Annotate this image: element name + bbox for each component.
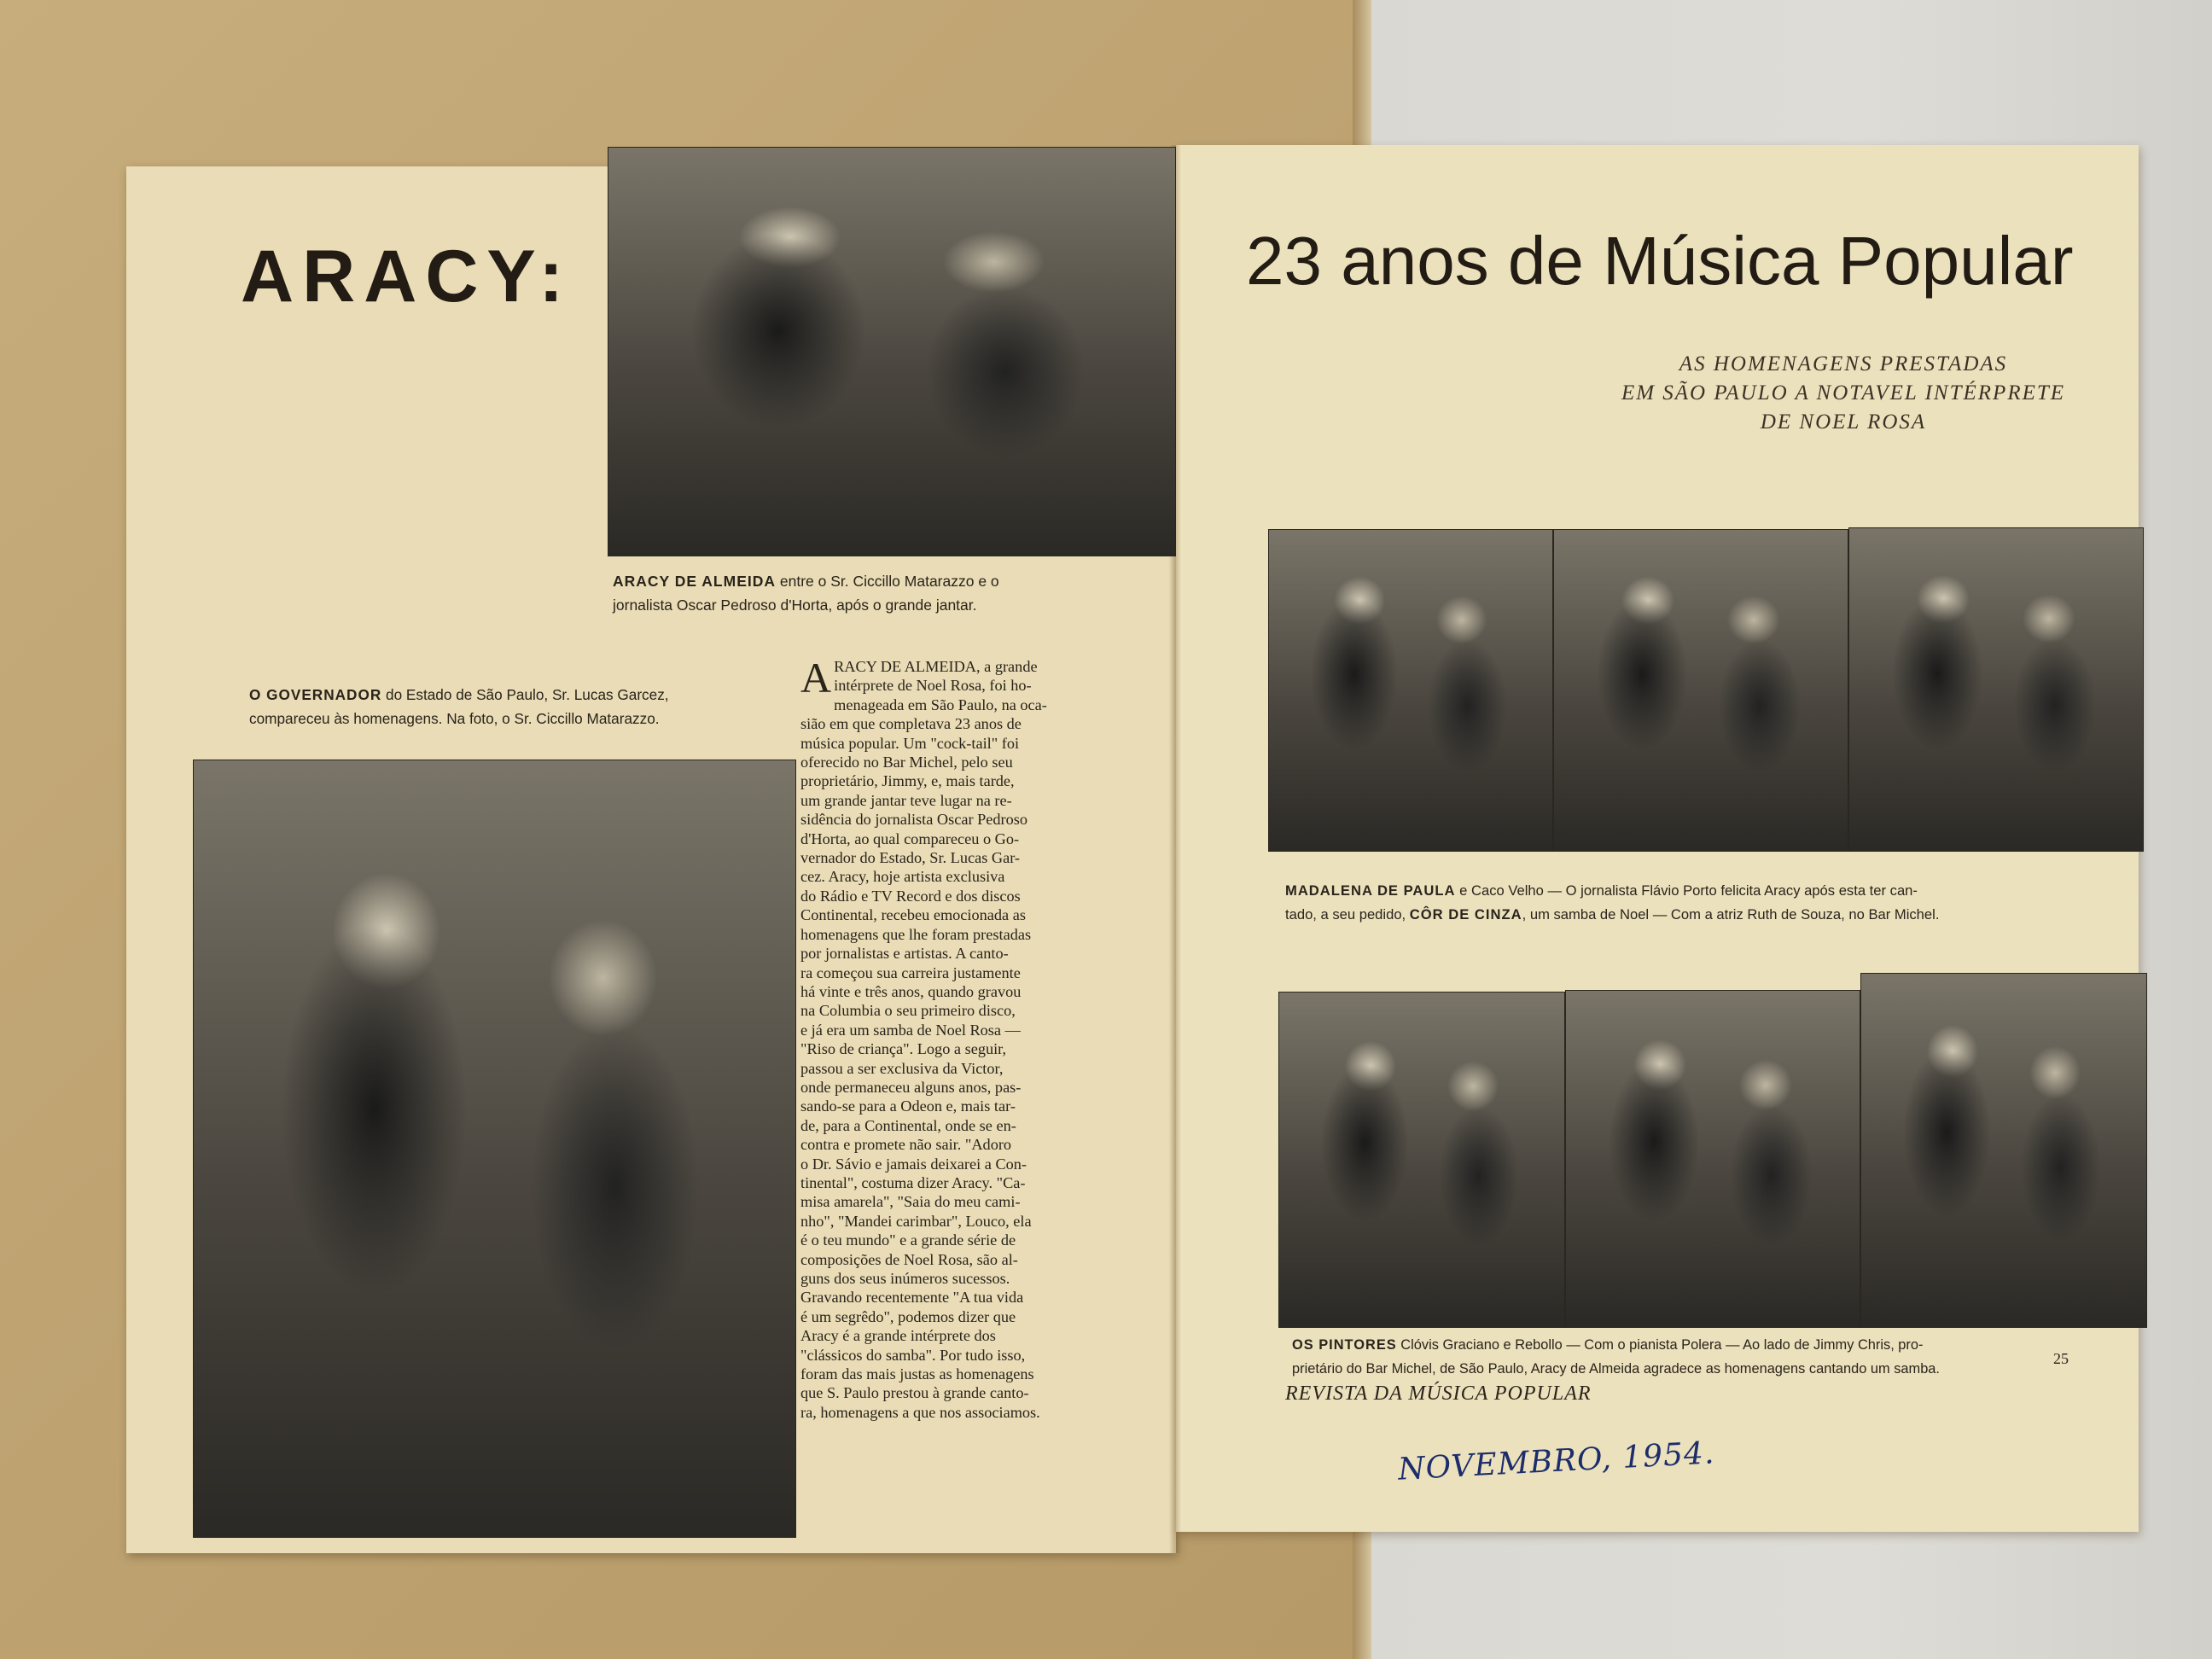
photo-governor-visit: [193, 760, 796, 1538]
caption-name: MADALENA DE PAULA: [1285, 882, 1456, 899]
caption-name: O GOVERNADOR: [249, 686, 382, 703]
caption-name: OS PINTORES: [1292, 1337, 1397, 1353]
subtitle-line: DE NOEL ROSA: [1760, 410, 1927, 434]
caption-text: , um samba de Noel — Com a atriz Ruth de Souza, no Bar Michel.: [1522, 906, 1940, 923]
caption-name: ARACY DE ALMEIDA: [613, 573, 777, 590]
caption-text: e Caco Velho — O jornalista Flávio Porto felicita Aracy após esta ter can-: [1455, 882, 1918, 899]
photo-pintores: [1278, 992, 1565, 1328]
caption-text: prietário do Bar Michel, de São Paulo, Aracy de Almeida agradece as homenagens cantando um samba.: [1292, 1361, 1940, 1377]
magazine-name: REVISTA DA MÚSICA POPULAR: [1285, 1382, 1592, 1405]
photo-jimmy-chris: [1860, 973, 2147, 1328]
article-text: RACY DE ALMEIDA, a grande intérprete de Noel Rosa, foi ho- menageada em São Paulo, na oca- sião em que completava 23 anos de música popular. Um "cock-tail" foi oferecido no Bar Michel, pelo seu proprietário, Jimmy, e, mais tarde, um grande jantar teve lugar na re- sidência do jornalista Oscar Pedroso d'Horta, ao qual compareceu o Go- vernador do Estado, Sr. Lucas Gar- cez. Aracy, hoje artista exclusiva do Rádio e TV Record e dos discos Continental, recebeu emocionada as homenagens que lhe foram prestadas por jornalistas e artistas. A canto- ra começou sua carreira justamente há vinte e três anos, quando gravou na Columbia o seu primeiro disco, e já era um samba de Noel Rosa — "Riso de criança". Logo a seguir, passou a ser exclusiva da Victor, onde permaneceu alguns anos, pas- sando-se para a Odeon e, mais tar- de, para a Continental, onde se en- contra e promete não sair. "Adoro o Dr. Sávio e jamais deixarei a Con- tinental", costuma dizer Aracy. "Ca- misa amarela", "Saia do meu cami- nho", "Mandei carimbar", Louco, ela é o teu mundo" e a grande série de composições de Noel Rosa, são al- guns dos seus inúmeros sucessos. Gravando recentemente "A tua vida é um segrêdo", podemos dizer que Aracy é a grande intérprete dos "clássicos do samba". Por tudo isso, foram das mais justas as homenagens que S. Paulo prestou à grande canto- ra, homenagens a que nos associamos.: [800, 658, 1047, 1421]
subtitle-line: EM SÃO PAULO A NOTAVEL INTÉRPRETE: [1621, 381, 2066, 405]
caption-bottom-row: [1292, 1333, 1940, 1381]
photo-aracy-with-hosts: [608, 147, 1176, 556]
photo-ruth-de-souza: [1848, 527, 2144, 852]
caption-middle-row: [1285, 879, 1939, 927]
handwritten-date: NOVEMBRO, 1954.: [1397, 1435, 1716, 1487]
headline-right: 23 anos de Música Popular: [1246, 223, 2074, 299]
article-body: [800, 654, 1113, 1422]
song-title: CÔR DE CINZA: [1409, 906, 1522, 923]
caption-governor: [249, 683, 669, 731]
subtitle-line: AS HOMENAGENS PRESTADAS: [1679, 352, 2008, 375]
caption-text: do Estado de São Paulo, Sr. Lucas Garcez,: [381, 686, 669, 703]
headline-left: ARACY:: [241, 236, 573, 317]
photo-flavio-porto: [1553, 529, 1848, 852]
caption-text: jornalista Oscar Pedroso d'Horta, após o grande jantar.: [613, 597, 977, 614]
caption-text: tado, a seu pedido,: [1285, 906, 1410, 923]
caption-top-photo: [613, 569, 999, 617]
photo-madalena-caco: [1268, 529, 1553, 852]
drop-cap: A: [800, 654, 832, 701]
subtitle: [1579, 350, 2108, 437]
caption-text: entre o Sr. Ciccillo Matarazzo e o: [776, 573, 999, 590]
photo-pianista: [1565, 990, 1860, 1328]
page-number: 25: [2053, 1350, 2069, 1367]
caption-text: compareceu às homenagens. Na foto, o Sr. Ciccillo Matarazzo.: [249, 710, 660, 727]
caption-text: Clóvis Graciano e Rebollo — Com o pianista Polera — Ao lado de Jimmy Chris, pro-: [1396, 1337, 1924, 1353]
